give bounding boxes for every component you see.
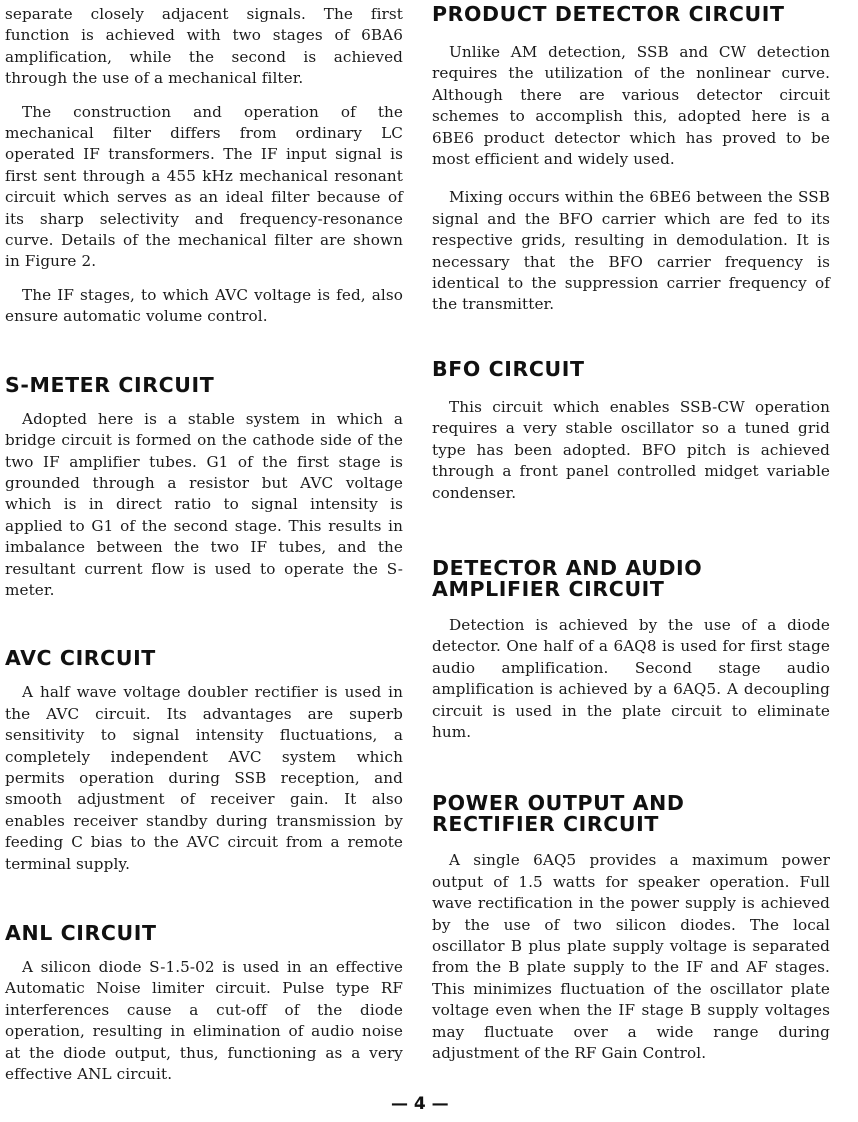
intro-paragraph-3: The IF stages, to which AVC voltage is fed, also ensure automatic volume control. bbox=[5, 285, 403, 326]
intro-paragraph-1: separate closely adjacent signals. The first function is achieved with two stages of 6BA6 amplification, while the second is achieved through the use of a mechanical filter. bbox=[5, 5, 403, 88]
left-column bbox=[5, 4, 403, 1085]
product-detector-paragraph-1: Unlike AM detection, SSB and CW detection requires the utilization of the nonlinear curve. Although there are various detector circuit schemes to accomplish this, adopted here is a 6BE6 product detector which has proved to be most efficient and widely used. bbox=[432, 43, 830, 169]
product-detector-paragraph-2: Mixing occurs within the 6BE6 between the SSB signal and the BFO carrier which are fed to its respective grids, resulting in demodulation. It is necessary that the BFO carrier frequency is identical to the suppression carrier frequency of the transmitter. bbox=[432, 188, 830, 314]
right-column bbox=[432, 4, 830, 1064]
avc-paragraph: A half wave voltage doubler rectifier is used in the AVC circuit. Its advantages are superb sensitivity to signal intensity fluctuations, a completely independent AVC system which permits operation during SSB reception, and smooth adjustment of receiver gain. It also enables receiver standby during transmission by feeding C bias to the AVC circuit from a remote terminal supply. bbox=[5, 683, 403, 873]
bfo-paragraph: This circuit which enables SSB-CW operation requires a very stable oscillator so a tuned grid type has been adopted. BFO pitch is achieved through a front panel controlled midget variable condenser. bbox=[432, 397, 830, 502]
bfo-heading: BFO CIRCUIT bbox=[432, 356, 585, 381]
product-detector-heading: PRODUCT DETECTOR CIRCUIT bbox=[432, 2, 785, 26]
intro-paragraph-2: The construction and operation of the mechanical filter differs from ordinary LC operated IF transformers. The IF input signal is first sent through a 455 kHz mechanical resonant circuit which serves as an ideal filter because of its sharp selectivity and frequency-resonance curve. Details of the mechanical filter are shown in Figure 2. bbox=[5, 102, 403, 271]
detector-audio-heading: DETECTOR AND AUDIO AMPLIFIER CIRCUIT bbox=[432, 555, 703, 601]
page-number: — 4 — bbox=[391, 1094, 449, 1114]
avc-heading: AVC CIRCUIT bbox=[5, 646, 156, 671]
power-output-heading: POWER OUTPUT AND RECTIFIER CIRCUIT bbox=[432, 791, 685, 837]
smeter-heading: S-METER CIRCUIT bbox=[5, 372, 215, 397]
anl-heading: ANL CIRCUIT bbox=[5, 921, 157, 945]
power-output-paragraph: A single 6AQ5 provides a maximum power output of 1.5 watts for speaker operation. Full wave rectification in the power supply is achieved by the use of two silicon diodes. The local oscillator B plus plate supply voltage is separated from the B plate supply to the IF and AF stages. This minimizes fluctuation of the oscillator plate voltage even when the IF stage B supply voltages may fluctuate over a wide range during adjustment of the RF Gain Control. bbox=[432, 851, 830, 1062]
smeter-paragraph: Adopted here is a stable system in which a bridge circuit is formed on the cathode side of the two IF amplifier tubes. G1 of the first stage is grounded through a resistor but AVC voltage which is in direct ratio to signal intensity is applied to G1 of the second stage. This results in imbalance between the two IF tubes, and the resultant current flow is used to operate the S-meter. bbox=[5, 409, 403, 599]
detector-audio-paragraph: Detection is achieved by the use of a diode detector. One half of a 6AQ8 is used for first stage audio amplification. Second stage audio amplification is achieved by a 6AQ5. A decoupling circuit is used in the plate circuit to eliminate hum. bbox=[432, 615, 830, 741]
anl-paragraph: A silicon diode S-1.5-02 is used in an effective Automatic Noise limiter circuit. Pulse type RF interferences cause a cut-off of the diode operation, resulting in elimination of audio noise at the diode output, thus, functioning as a very effective ANL circuit. bbox=[5, 958, 403, 1084]
